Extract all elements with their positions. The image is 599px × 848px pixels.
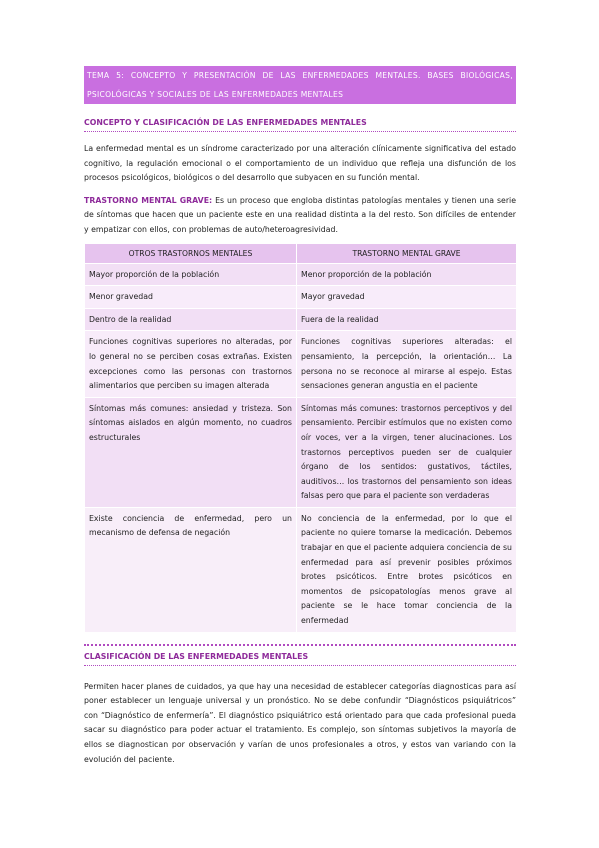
- table-row: [85, 507, 517, 632]
- table-cell: Menor proporción de la población: [297, 263, 517, 286]
- grave-paragraph: [84, 194, 516, 238]
- classification-paragraph: Permiten hacer planes de cuidados, ya que hay una necesidad de establecer categorías diagnosticas para así poner establecer un lenguaje universal y un pronóstico. No se debe confundir “Diagnósticos psiquiátricos” con “Diagnóstico de enfermería”. El diagnóstico psiquiátrico está orientado para que cada profesional pueda sacar su diagnóstico para poder actuar el tratamiento. Es complejo, son síntomas subjetivos la mayoría de ellos se diagnostican por observación y varían de unos profesionales a otros, y estos van variando con la evolución del paciente.: [84, 681, 516, 764]
- table-row: [85, 308, 517, 331]
- topic-banner: [84, 66, 516, 104]
- table-row: [85, 263, 517, 286]
- table-cell: Mayor proporción de la población: [85, 263, 297, 286]
- section-title-classification-text: CLASIFICACIÓN DE LAS ENFERMEDADES MENTALES: [84, 651, 309, 661]
- table-cell: Menor gravedad: [85, 286, 297, 309]
- grave-label: TRASTORNO MENTAL GRAVE:: [84, 195, 213, 205]
- table-cell: Síntomas más comunes: trastornos perceptivos y del pensamiento. Percibir estímulos que no existen como oír voces, ver a la virgen, tener alucinaciones. Los trastornos perceptivos pueden ser de cualquier órgano de los sentidos: gustativos, táctiles, auditivos… los trastornos del pensamiento son ideas falsas pero que para el paciente son verdaderas: [297, 397, 517, 507]
- banner-title: TEMA 5: CONCEPTO Y PRESENTACIÓN DE LAS ENFERMEDADES MENTALES. BASES BIOLÓGICAS, PSICOLÓGICAS Y SOCIALES DE LAS ENFERMEDADES MENTALES: [87, 71, 513, 99]
- table-cell: Funciones cognitivas superiores alteradas: el pensamiento, la percepción, la orientación… La persona no se reconoce al mirarse al espejo. Estas sensaciones generan angustia en el paciente: [297, 331, 517, 397]
- table-cell: Existe conciencia de enfermedad, pero un mecanismo de defensa de negación: [85, 507, 297, 632]
- section-title-classification: [84, 652, 516, 666]
- table-header-grave: TRASTORNO MENTAL GRAVE: [297, 243, 517, 263]
- document-page: [84, 66, 516, 767]
- table-row: [85, 331, 517, 397]
- table-cell: Mayor gravedad: [297, 286, 517, 309]
- table-cell: Fuera de la realidad: [297, 308, 517, 331]
- section-title-concept: [84, 118, 516, 132]
- table-cell: Síntomas más comunes: ansiedad y tristeza. Son síntomas aislados en algún momento, no cuadros estructurales: [85, 397, 297, 507]
- table-header-row: [85, 243, 517, 263]
- section-title-concept-text: CONCEPTO Y CLASIFICACIÓN DE LAS ENFERMEDADES MENTALES: [84, 118, 367, 127]
- section-divider: [84, 644, 516, 646]
- grave-text: Es un proceso que engloba distintas patologías mentales y tienen una serie de síntomas que hacen que un paciente este en una realidad distinta a la del resto. Son difíciles de entender y empatizar con ellos, con problemas de auto/heteroagresividad.: [84, 195, 516, 234]
- comparison-table: [84, 243, 517, 633]
- table-cell: No conciencia de la enfermedad, por lo que el paciente no quiere tomarse la medicación. Debemos trabajar en que el paciente adquiera conciencia de su enfermedad para así prevenir posibles próximos brotes psicóticos. Entre brotes psicóticos en momentos de psicopatologías menos grave al paciente se le hace tomar conciencia de la enfermedad: [297, 507, 517, 632]
- table-row: [85, 286, 517, 309]
- table-cell: Funciones cognitivas superiores no alteradas, por lo general no se perciben cosas extrañas. Existen excepciones como las personas con trastornos alimentarios que perciben su imagen alterada: [85, 331, 297, 397]
- table-row: [85, 397, 517, 507]
- table-header-other: OTROS TRASTORNOS MENTALES: [85, 243, 297, 263]
- table-cell: Dentro de la realidad: [85, 308, 297, 331]
- definition-paragraph: La enfermedad mental es un síndrome caracterizado por una alteración clínicamente significativa del estado cognitivo, la regulación emocional o el comportamiento de un individuo que refleja una disfunción de los procesos psicológicos, biológicos o del desarrollo que subyacen en su función mental.: [84, 144, 516, 183]
